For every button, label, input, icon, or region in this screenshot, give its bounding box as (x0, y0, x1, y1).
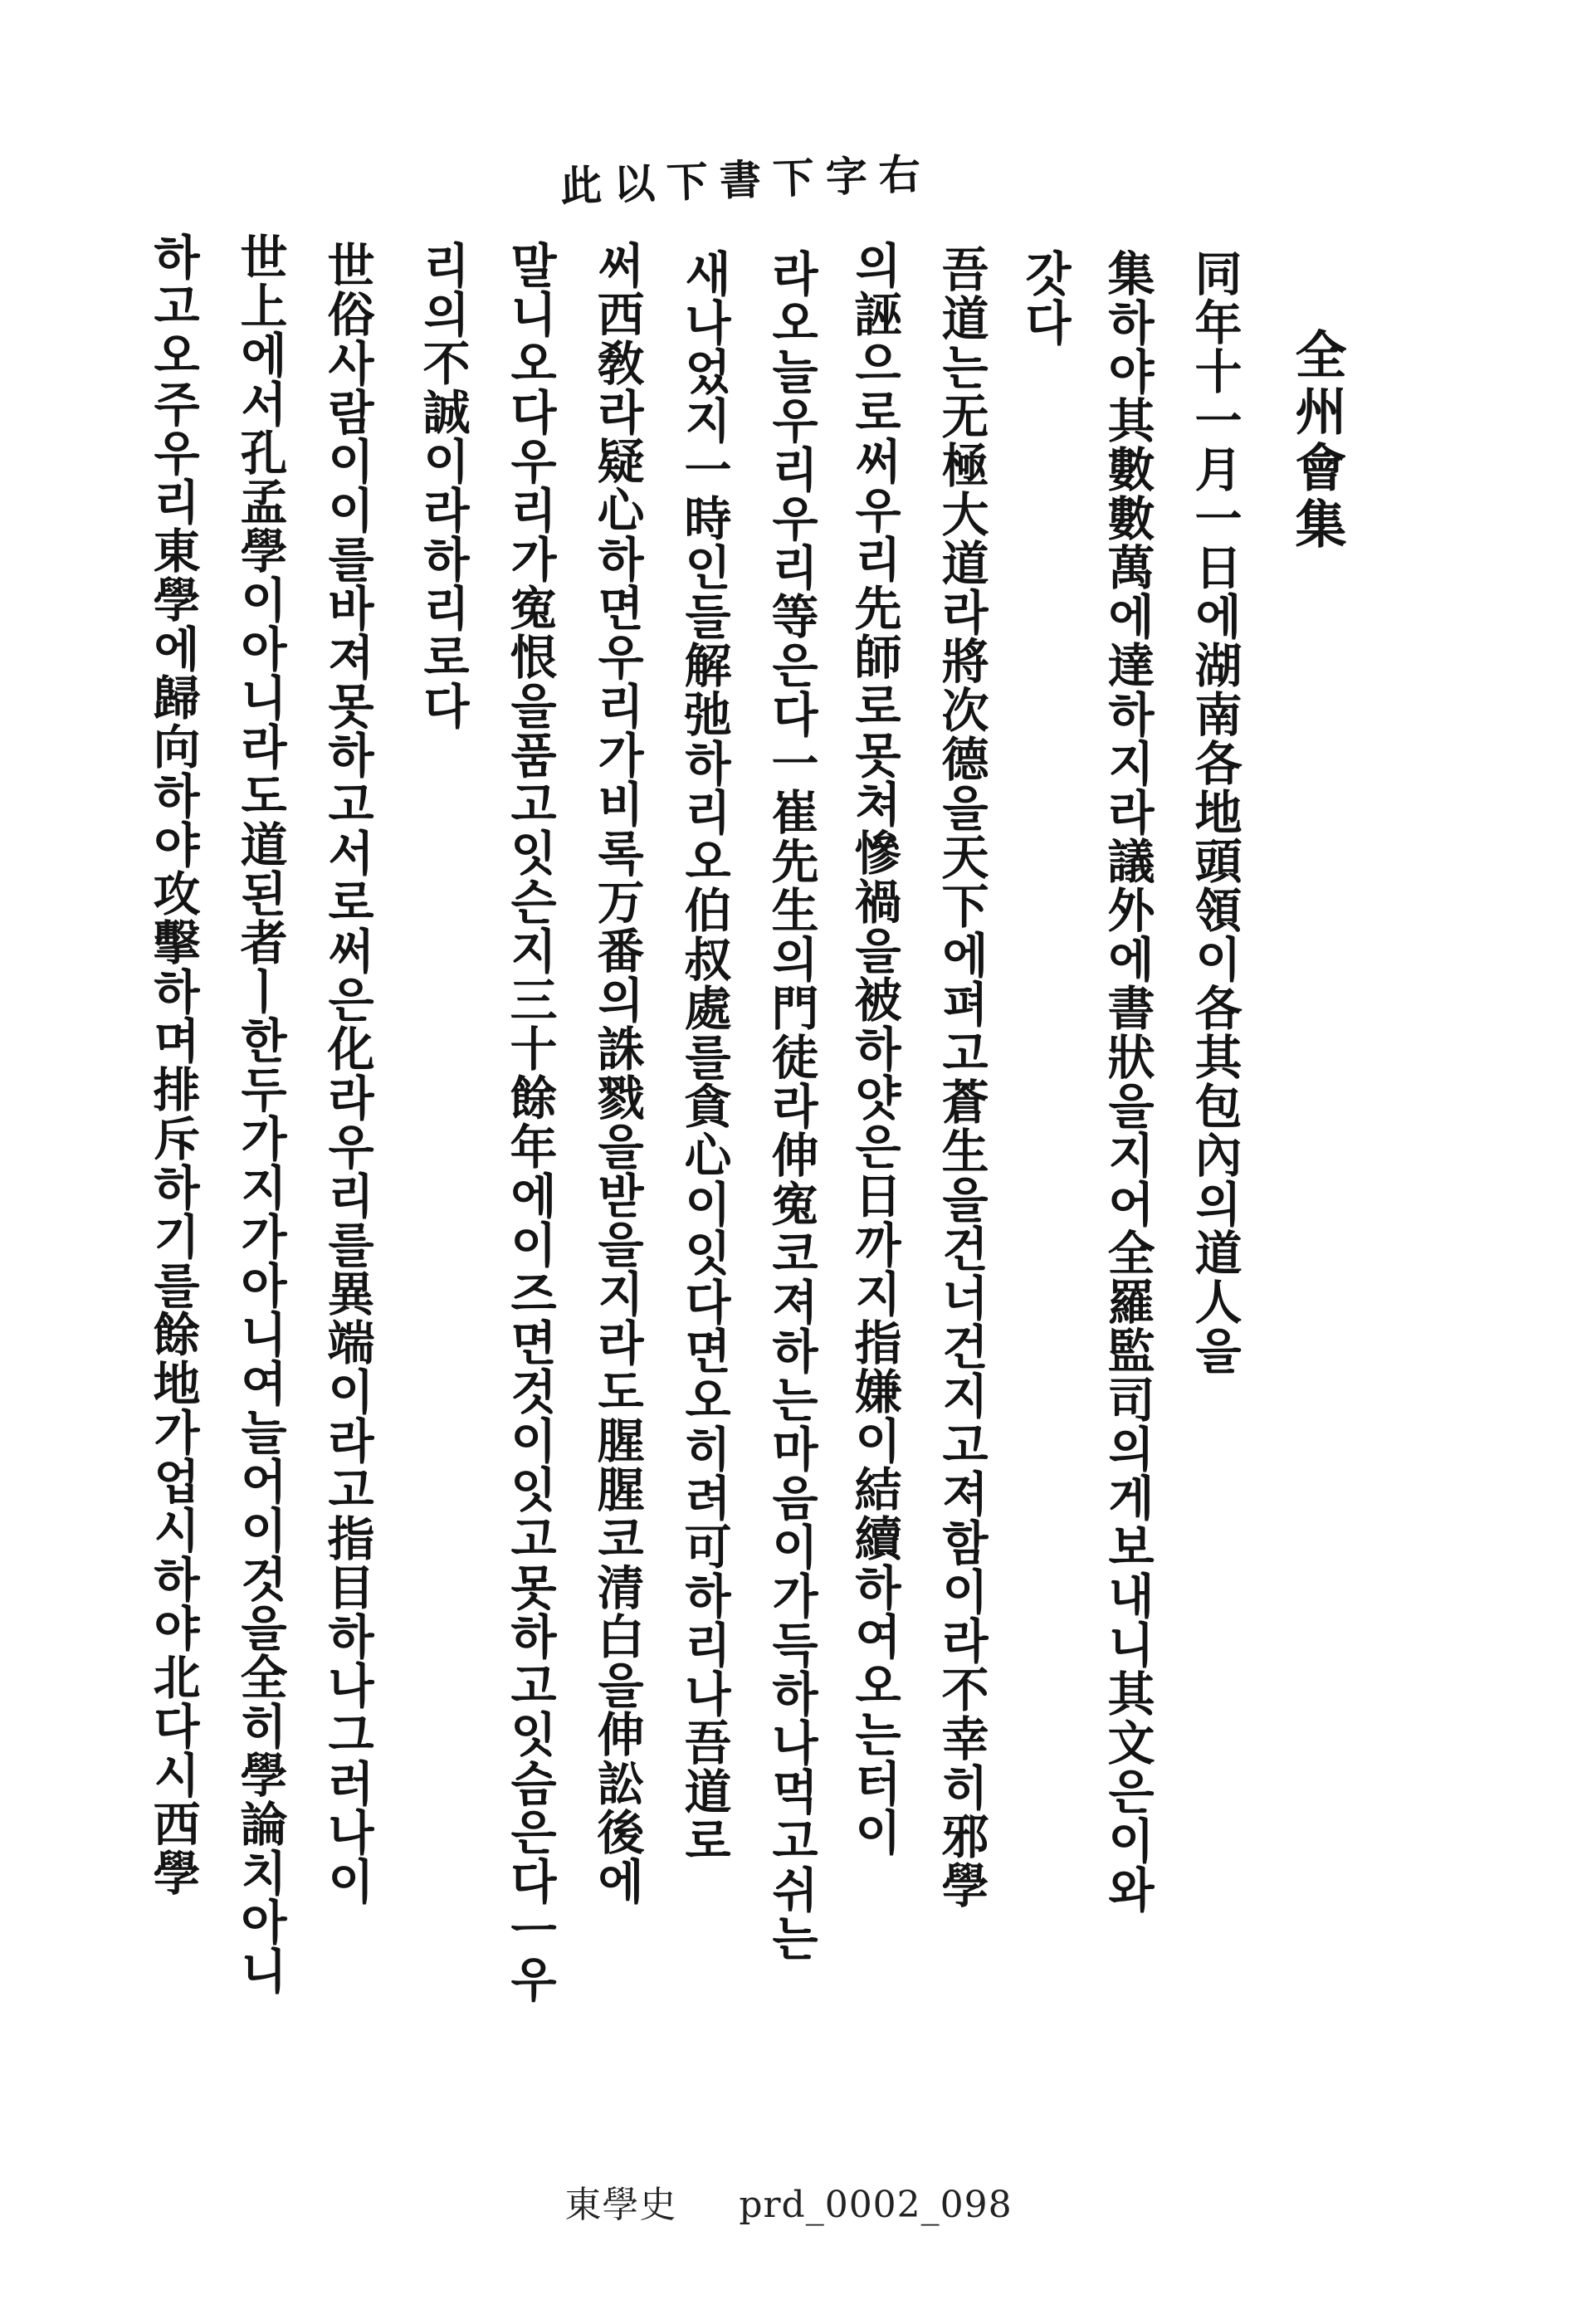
page-id: prd_0002_098 (739, 2184, 1013, 2226)
document-title: 全州會集 (1286, 328, 1347, 554)
text-column: 集하야其數數萬에達하지라議外에書狀을지어全羅監司의게보내니其文은이와 (1100, 249, 1155, 1914)
text-column: 世上에서孔孟學이아니라도道된者ㅣ한두가지가아니여늘어이것을全히學論치아니 (232, 232, 288, 1995)
text-column: 吾道는无極大道라將次德을天下에펴고蒼生을건너건지고져함이라不幸히邪學 (934, 245, 989, 1910)
text-column: 世俗사람이이를바져못하고서로써은化라우리를異端이라고指目하나그러나이 (320, 241, 375, 1906)
text-column: 하고오주우리東學에歸向하야攻擊하며排斥하기를餘地가업시하야北다시西學 (145, 232, 201, 1897)
text-column: 말니오다우리가寃恨을품고잇슨지三十餘年에이즈면것이잇고못하고잇슴은다ㅡ우 (502, 241, 558, 2004)
page-footer (0, 2175, 1577, 2228)
text-column: 갓다 (1017, 249, 1072, 347)
text-column: 새나었지一時인들解弛하리오伯叔處를貪心이잇다면오히려可하리나吾道로 (676, 249, 732, 1865)
top-margin-note: 此以下書下字右 (559, 149, 933, 211)
text-column: 의誣으로써우리先師로못쳐慘禍을被하얏은日까지指嫌이結續하여오는터이 (847, 241, 902, 1857)
text-column: 라오늘우리우리等은다一崔先生의門徒라伸寃코져하는마음이가득하나먹고쉬는 (764, 249, 819, 1963)
text-column: 리의不誠이라하리로다 (415, 241, 471, 730)
text-column: 써西敎라疑心하면우리가비록万番의誅戮을받을지라도腥腥코清白을伸訟後에 (589, 241, 645, 1906)
text-column: 同年十一月一日에湖南各地頭領이各其包內의道人을 (1187, 249, 1243, 1375)
book-title: 東學史 (564, 2184, 677, 2226)
